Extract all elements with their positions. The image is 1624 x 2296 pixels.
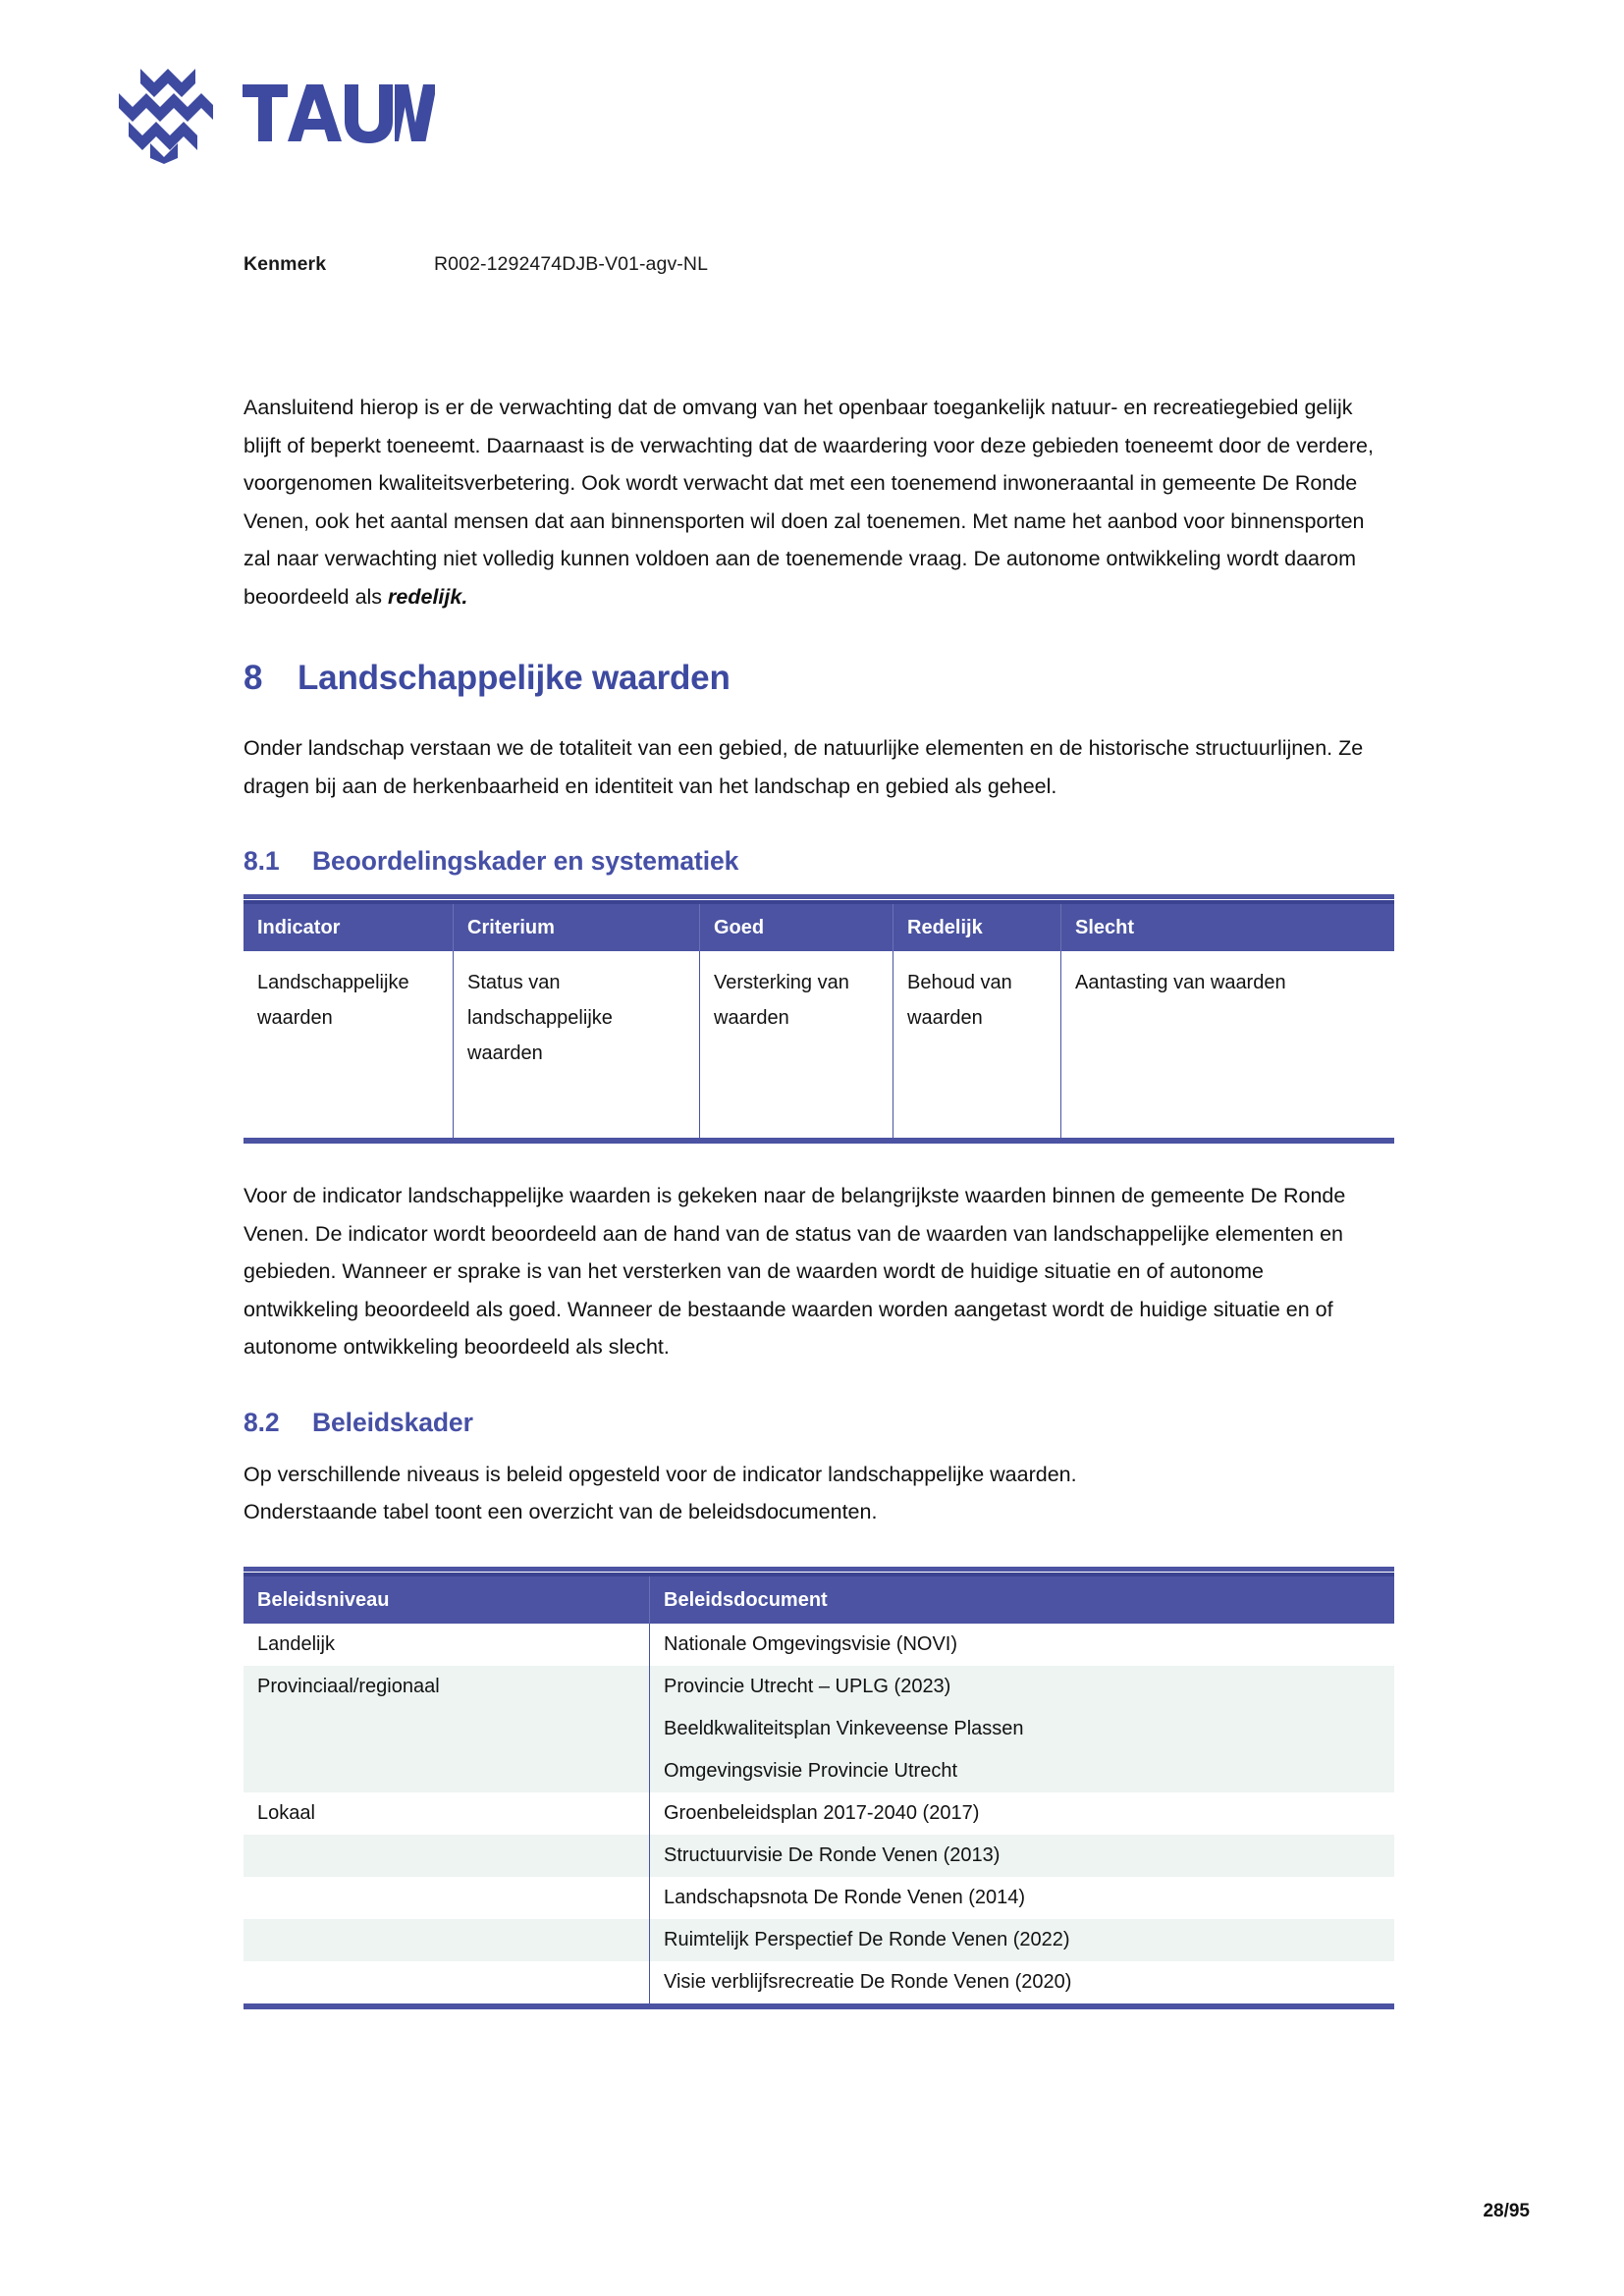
intro-paragraph (244, 389, 1382, 615)
table-row (244, 1708, 1394, 1750)
criteria-header-indicator: Indicator (244, 902, 454, 951)
section-82-intro-line1: Op verschillende niveaus is beleid opgesteld voor de indicator landschappelijke waarden. (244, 1462, 1077, 1486)
section-title-81: Beoordelingskader en systematiek (312, 846, 739, 876)
table-row (244, 951, 1394, 1138)
table-row (244, 1624, 1394, 1666)
policy-cell-level: Lokaal (244, 1792, 650, 1835)
criteria-header-slecht: Slecht (1061, 902, 1395, 951)
table-row (244, 1961, 1394, 2003)
chapter-number: 8 (244, 659, 263, 697)
spacer (244, 1144, 1382, 1177)
criteria-table-top-rule (244, 894, 1394, 899)
policy-cell-document: Nationale Omgevingsvisie (NOVI) (650, 1624, 1395, 1666)
criteria-cell-redelijk: Behoud van waarden (893, 951, 1061, 1138)
tauw-logo-wordmark (243, 82, 435, 143)
section-title-82: Beleidskader (312, 1407, 473, 1437)
criteria-header-goed: Goed (700, 902, 893, 951)
criteria-table-body (244, 951, 1394, 1138)
criteria-cell-goed: Versterking van waarden (700, 951, 893, 1138)
policy-cell-document: Groenbeleidsplan 2017-2040 (2017) (650, 1792, 1395, 1835)
criteria-cell-slecht: Aantasting van waarden (1061, 951, 1395, 1138)
section-number-81: 8.1 (244, 846, 280, 876)
policy-cell-document: Provincie Utrecht – UPLG (2023) (650, 1666, 1395, 1708)
tauw-logo-mark (111, 61, 221, 164)
policy-cell-document: Ruimtelijk Perspectief De Ronde Venen (2022) (650, 1919, 1395, 1961)
criteria-table (244, 900, 1394, 1138)
policy-cell-document: Visie verblijfsrecreatie De Ronde Venen (2020) (650, 1961, 1395, 2003)
section-heading-81 (244, 846, 1382, 877)
kenmerk-value: R002-1292474DJB-V01-agv-NL (434, 253, 709, 275)
criteria-header-criterium: Criterium (454, 902, 700, 951)
policy-table (244, 1573, 1394, 2003)
table-row (244, 1792, 1394, 1835)
criteria-cell-indicator: Landschappelijke waarden (244, 951, 454, 1138)
table-row (244, 1750, 1394, 1792)
page-number: 28/95 (1483, 2201, 1530, 2221)
policy-cell-level: Landelijk (244, 1624, 650, 1666)
criteria-table-header-row (244, 902, 1394, 951)
kenmerk-line (244, 253, 708, 276)
chapter-title: Landschappelijke waarden (298, 659, 731, 697)
intro-paragraph-text: Aansluitend hierop is er de verwachting dat de omvang van het openbaar toegankelijk natuur- en recreatiegebied gelijk blijft of beperkt toeneemt. Daarnaast is de verwachting dat de waardering voor deze gebieden toeneemt door de verdere, voorgenomen kwaliteitsverbetering. Ook wordt verwacht dat met een toenemend inwoneraantal in gemeente De Ronde Venen, ook het aantal mensen dat aan binnensporten wil doen zal toenemen. Met name het aanbod voor binnensporten zal naar verwachting niet volledig kunnen voldoen aan de toenemende vraag. De autonome ontwikkeling wordt daarom beoordeeld als (244, 396, 1374, 609)
spacer-before-policy-table (244, 1531, 1382, 1567)
document-content (244, 389, 1382, 2009)
chapter-heading (244, 659, 1382, 698)
policy-cell-document: Omgevingsvisie Provincie Utrecht (650, 1750, 1395, 1792)
section-82-intro-line2: Onderstaande tabel toont een overzicht van de beleidsdocumenten. (244, 1500, 878, 1523)
policy-cell-level (244, 1961, 650, 2003)
policy-header-beleidsdocument: Beleidsdocument (650, 1575, 1395, 1624)
section-number-82: 8.2 (244, 1407, 280, 1437)
criteria-table-head (244, 902, 1394, 951)
policy-cell-level (244, 1919, 650, 1961)
policy-table-body (244, 1624, 1394, 2003)
table-row (244, 1666, 1394, 1708)
after-table-paragraph: Voor de indicator landschappelijke waarden is gekeken naar de belangrijkste waarden binnen de gemeente De Ronde Venen. De indicator wordt beoordeeld aan de hand van de status van de waarden van landschappelijke elementen en gebieden. Wanneer er sprake is van het versterken van de waarden wordt de huidige situatie en of autonome ontwikkeling beoordeeld als goed. Wanneer de bestaande waarden worden aangetast wordt de huidige situatie en of autonome ontwikkeling beoordeeld als slecht. (244, 1184, 1346, 1359)
policy-table-header-row (244, 1575, 1394, 1624)
section-heading-82 (244, 1408, 1382, 1438)
intro-paragraph-emphasis: redelijk. (388, 584, 468, 609)
tauw-logo (111, 61, 435, 164)
criteria-header-redelijk: Redelijk (893, 902, 1061, 951)
policy-table-head (244, 1575, 1394, 1624)
kenmerk-label: Kenmerk (244, 253, 327, 275)
policy-cell-document: Beeldkwaliteitsplan Vinkeveense Plassen (650, 1708, 1395, 1750)
table-row (244, 1919, 1394, 1961)
chapter-intro-paragraph: Onder landschap verstaan we de totaliteit van een gebied, de natuurlijke elementen en de historische structuurlijnen. Ze dragen bij aan de herkenbaarheid en identiteit van het landschap en gebied als geheel. (244, 736, 1364, 798)
policy-table-top-rule (244, 1567, 1394, 1572)
table-row (244, 1877, 1394, 1919)
policy-cell-level (244, 1750, 650, 1792)
criteria-cell-criterium: Status van landschappelijke waarden (454, 951, 700, 1138)
policy-cell-level (244, 1835, 650, 1877)
policy-header-beleidsniveau: Beleidsniveau (244, 1575, 650, 1624)
policy-cell-level: Provinciaal/regionaal (244, 1666, 650, 1708)
policy-cell-level (244, 1877, 650, 1919)
policy-table-bottom-rule (244, 2003, 1394, 2009)
table-row (244, 1835, 1394, 1877)
policy-cell-document: Landschapsnota De Ronde Venen (2014) (650, 1877, 1395, 1919)
policy-cell-document: Structuurvisie De Ronde Venen (2013) (650, 1835, 1395, 1877)
policy-cell-level (244, 1708, 650, 1750)
